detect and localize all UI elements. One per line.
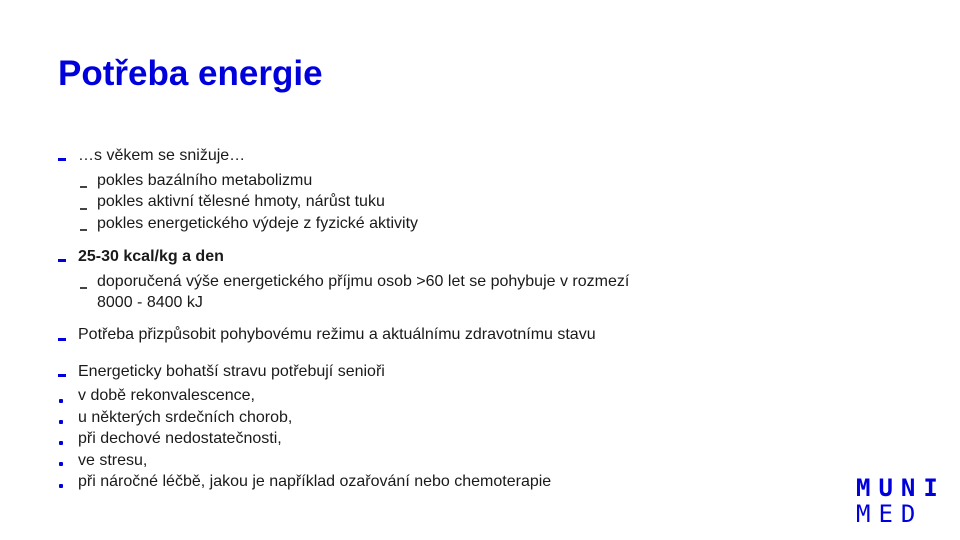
bullet-text: Energeticky bohatší stravu potřebují senioři [78, 363, 385, 380]
bullet-dash-icon [58, 259, 66, 262]
sub-bullet-dash-icon [80, 186, 87, 188]
list-item: v době rekonvalescence, [78, 387, 255, 404]
slide-title: Potřeba energie [58, 54, 323, 93]
logo-line-muni: MUNI [856, 474, 946, 502]
sub-bullet-text-continued: 8000 - 8400 kJ [97, 294, 203, 311]
bullet-dash-icon [58, 374, 66, 377]
bullet-dash-icon [58, 338, 66, 341]
bullet-text: Potřeba přizpůsobit pohybovému režimu a aktuálnímu zdravotnímu stavu [78, 326, 596, 343]
bullet-dot-icon [59, 441, 63, 445]
logo-line-med: MED [856, 500, 924, 528]
bullet-dot-icon [59, 462, 63, 466]
sub-bullet-dash-icon [80, 208, 87, 210]
bullet-dot-icon [59, 399, 63, 403]
bullet-text: 25-30 kcal/kg a den [78, 248, 224, 265]
sub-bullet-dash-icon [80, 229, 87, 231]
list-item: při náročné léčbě, jakou je například ozařování nebo chemoterapie [78, 473, 552, 490]
sub-bullet-text: pokles energetického výdeje z fyzické aktivity [97, 215, 419, 232]
list-item: u některých srdečních chorob, [78, 409, 293, 426]
bullet-dot-icon [59, 484, 63, 488]
bullet-dash-icon [58, 158, 66, 161]
list-item: při dechové nedostatečnosti, [78, 430, 282, 447]
sub-bullet-text: pokles bazálního metabolizmu [97, 172, 313, 189]
sub-bullet-dash-icon [80, 287, 87, 289]
sub-bullet-text: doporučená výše energetického příjmu osob >60 let se pohybuje v rozmezí [97, 273, 630, 290]
bullet-text: …s věkem se snižuje… [78, 147, 246, 164]
muni-med-logo [856, 475, 946, 527]
sub-bullet-text: pokles aktivní tělesné hmoty, nárůst tuku [97, 193, 385, 210]
bullet-dot-icon [59, 420, 63, 424]
list-item: ve stresu, [78, 452, 148, 469]
